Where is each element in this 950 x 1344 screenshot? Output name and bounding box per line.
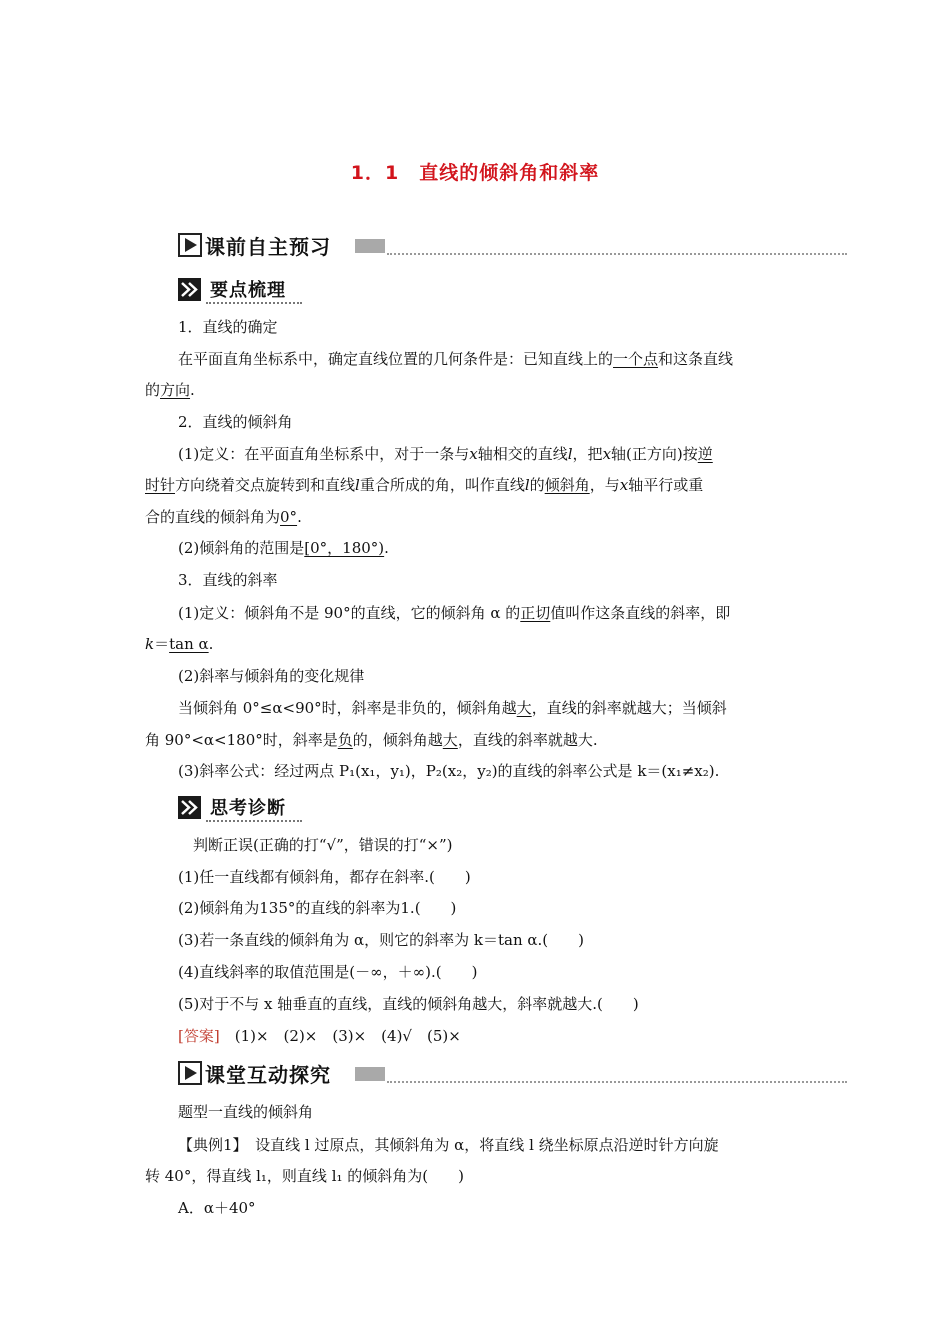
section-bar-preview	[175, 230, 847, 260]
paragraph-line: (1)定义：在平面直角坐标系中，对于一条与x轴相交的直线l，把x轴(正方向)按逆	[178, 445, 713, 463]
fill-blank-answer: [0°，180°)	[304, 539, 385, 557]
fill-blank-answer: 正切	[520, 604, 551, 622]
paragraph-line: (2)斜率与倾斜角的变化规律	[178, 667, 365, 685]
topic-heading: 题型一直线的倾斜角	[178, 1103, 314, 1121]
option-a: A．α＋40°	[178, 1199, 256, 1217]
fill-blank-answer: tan α	[169, 635, 209, 653]
double-chevron-icon	[178, 278, 201, 301]
fill-blank-answer: 倾斜角	[544, 476, 590, 494]
diagnosis-item: (1)任一直线都有倾斜角，都存在斜率.( )	[178, 868, 471, 886]
paragraph-line: k＝tan α.	[145, 635, 214, 653]
diagnosis-item: (4)直线斜率的取值范围是(－∞，＋∞).( )	[178, 963, 478, 981]
example-line: 【典例1】 设直线 l 过原点，其倾斜角为 α，将直线 l 绕坐标原点沿逆时针方向旋	[178, 1136, 719, 1154]
example-line: 转 40°，得直线 l₁，则直线 l₁ 的倾斜角为( )	[145, 1167, 464, 1185]
example-label: 【典例1】	[178, 1136, 241, 1154]
section-title-preview: 课前自主预习	[205, 235, 331, 259]
page-title: 1．1 直线的倾斜角和斜率	[350, 162, 600, 184]
subsection-underline	[206, 820, 302, 822]
diagnosis-intro: 判断正误(正确的打“√”，错误的打“×”)	[193, 836, 453, 854]
diagnosis-item: (2)倾斜角为135°的直线的斜率为1.( )	[178, 899, 457, 917]
play-arrow-icon	[178, 1061, 202, 1085]
section-bar-explore	[175, 1058, 847, 1088]
paragraph-line: 时针方向绕着交点旋转到和直线l重合所成的角，叫作直线l的倾斜角，与x轴平行或重	[145, 476, 704, 494]
paragraph-line: 的方向.	[145, 381, 195, 399]
answer-label: [答案]	[178, 1027, 220, 1045]
answer-text: (1)× (2)× (3)× (4)√ (5)×	[234, 1027, 461, 1045]
paragraph-line: 当倾斜角 0°≤α<90°时，斜率是非负的，倾斜角越大，直线的斜率就越大；当倾斜	[178, 699, 727, 717]
double-chevron-icon	[178, 796, 201, 819]
subsection-title: 思考诊断	[210, 798, 286, 819]
fill-blank-answer: 大	[516, 699, 532, 717]
heading-line-slope: 3．直线的斜率	[178, 571, 278, 589]
diagnosis-item: (5)对于不与 x 轴垂直的直线，直线的倾斜角越大，斜率就越大.( )	[178, 995, 639, 1013]
heading-line-inclination: 2．直线的倾斜角	[178, 413, 293, 431]
paragraph-line: (1)定义：倾斜角不是 90°的直线，它的倾斜角 α 的正切值叫作这条直线的斜率，即	[178, 604, 731, 622]
diagnosis-answer	[178, 1026, 461, 1046]
paragraph-line-formula: (3)斜率公式：经过两点 P₁(x₁，y₁)，P₂(x₂，y₂)的直线的斜率公式是 k＝(x₁≠x₂).	[178, 762, 720, 780]
fill-blank-answer: 逆	[697, 445, 713, 463]
section-bar-block	[355, 1067, 385, 1081]
paragraph-line: 角 90°<α<180°时，斜率是负的，倾斜角越大，直线的斜率就越大.	[145, 731, 598, 749]
diagnosis-item: (3)若一条直线的倾斜角为 α，则它的斜率为 k＝tan α.( )	[178, 931, 585, 949]
fill-blank-answer: 0°	[280, 508, 298, 526]
paragraph-line: 在平面直角坐标系中，确定直线位置的几何条件是：已知直线上的一个点和这条直线	[178, 350, 734, 368]
section-title-explore: 课堂互动探究	[205, 1063, 331, 1087]
fill-blank-answer: 一个点	[613, 350, 659, 368]
paragraph-line: (2)倾斜角的范围是[0°，180°).	[178, 539, 389, 557]
paragraph-line: 合的直线的倾斜角为0°.	[145, 508, 302, 526]
section-bar-dots	[387, 253, 847, 255]
fill-blank-answer: 时针	[145, 476, 176, 494]
play-arrow-icon	[178, 233, 202, 257]
section-bar-block	[355, 239, 385, 253]
heading-line-determination: 1．直线的确定	[178, 318, 278, 336]
fill-blank-answer: 大	[442, 731, 458, 749]
subsection-title: 要点梳理	[210, 280, 286, 301]
section-bar-dots	[387, 1081, 847, 1083]
fill-blank-answer: 负	[337, 731, 353, 749]
subsection-underline	[206, 302, 302, 304]
fill-blank-answer: 方向	[160, 381, 191, 399]
